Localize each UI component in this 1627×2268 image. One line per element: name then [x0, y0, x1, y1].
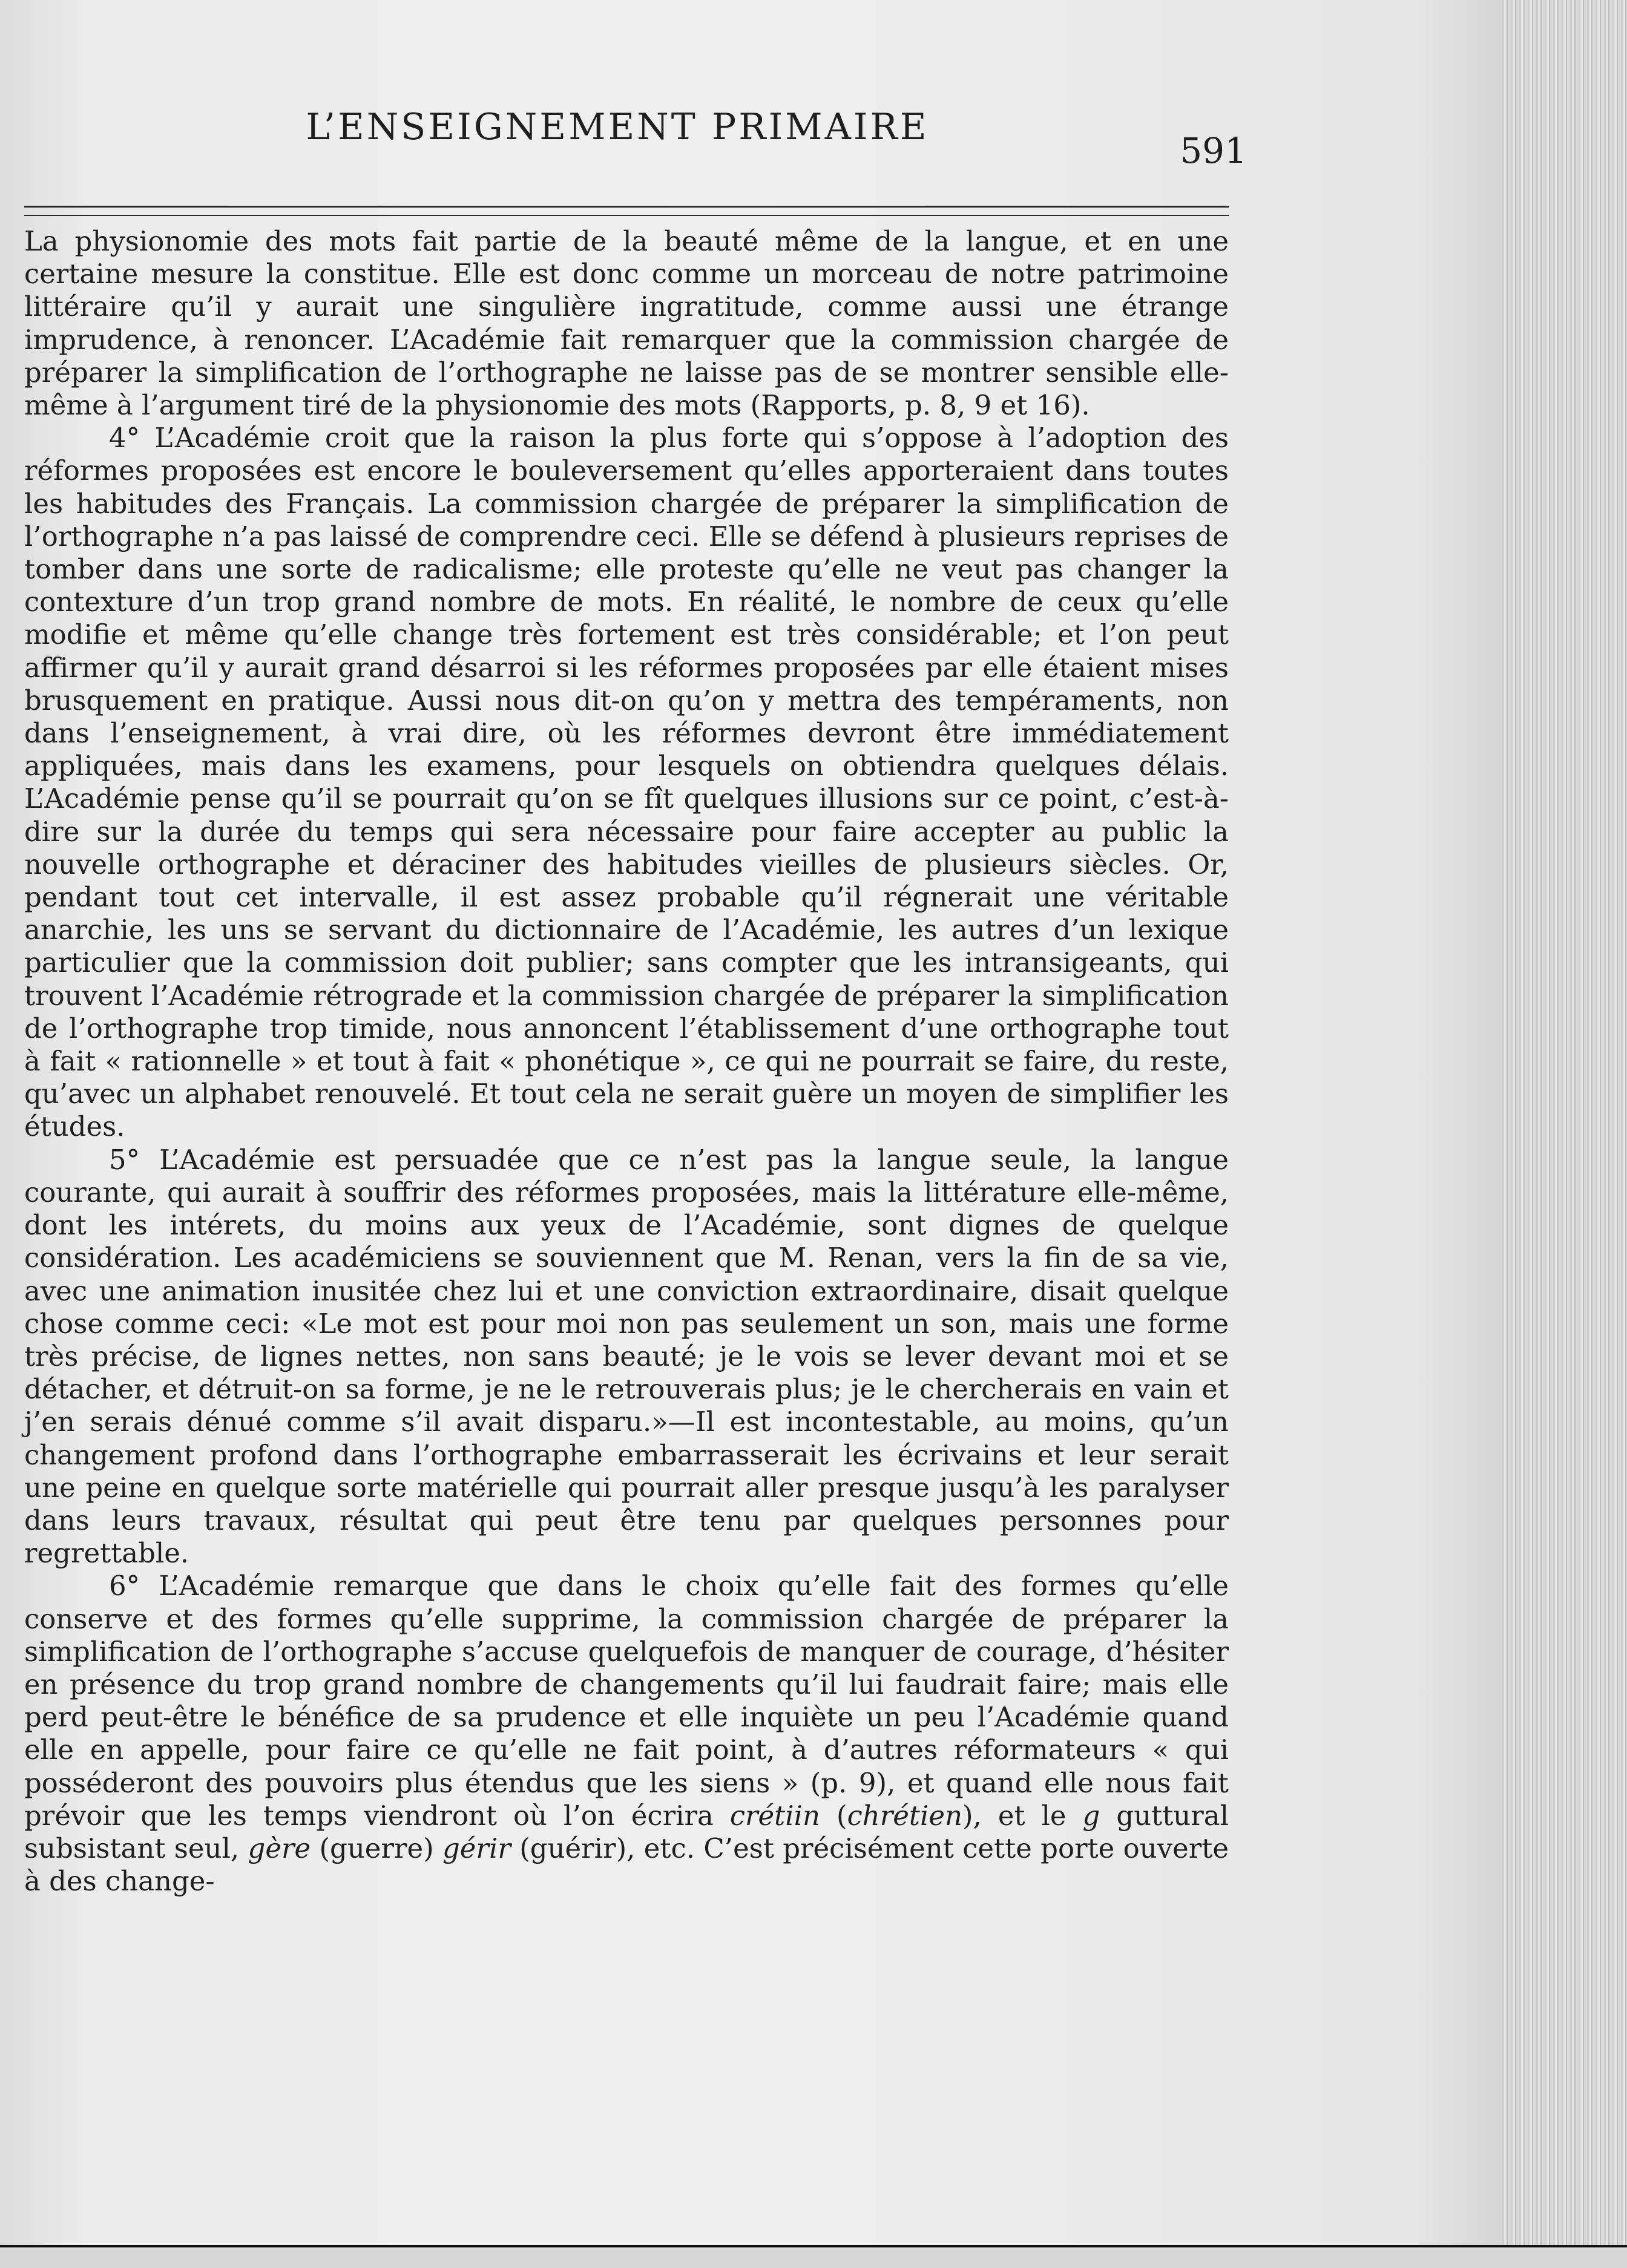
- example-gerir: gérir: [442, 1832, 511, 1864]
- paragraph-4: 4° L’Académie croit que la raison la plus forte qui s’oppose à l’adoption des réformes proposées est encore le bouleversement qu’elles apporteraient dans toutes les habitudes des Français. La commission chargée de préparer la simplification de l’orthographe n’a pas laissé de comprendre ceci. Elle se défend à plusieurs reprises de tomber dans une sorte de radicalisme; elle proteste qu’elle ne veut pas changer la contexture d’un trop grand nombre de mots. En réalité, le nombre de ceux qu’elle modifie et même qu’elle change très fortement est très considérable; et l’on peut affirmer qu’il y aurait grand désarroi si les réformes proposées par elle étaient mises brusquement en pratique. Aussi nous dit-on qu’on y mettra des tempéraments, non dans l’enseignement, à vrai dire, où les réformes devront être immédiatement appliquées, mais dans les examens, pour lesquels on obtiendra quelques délais. L’Académie pense qu’il se pourrait qu’on se fît quelques illusions sur ce point, c’est-à-dire sur la durée du temps qui sera nécessaire pour faire accepter au public la nouvelle orthographe et déraciner des habitudes vieilles de plusieurs siècles. Or, pendant tout cet intervalle, il est assez probable qu’il régnerait une véritable anarchie, les uns se servant du dictionnaire de l’Académie, les autres d’un lexique particulier que la commission doit publier; sans compter que les intransigeants, qui trouvent l’Académie rétrograde et la commission chargée de préparer la simplification de l’orthographe trop timide, nous annoncent l’établissement d’une orthographe tout à fait « rationnelle » et tout à fait « phonétique », ce qui ne pourrait se faire, du reste, qu’avec un alphabet renouvelé. Et tout cela ne serait guère un moyen de simplifier les études.: [24, 422, 1229, 1143]
- page-number: 591: [1180, 130, 1247, 171]
- example-cretiin: crétiin: [729, 1799, 821, 1832]
- paragraph-6-text: guttural subsistant seul,: [24, 1799, 1229, 1864]
- paragraph-6-text: (guerre): [311, 1832, 442, 1864]
- scan-bottom-edge: [0, 2245, 1627, 2268]
- example-gere: gère: [248, 1832, 311, 1864]
- paragraph-6-text: (guérir), etc. C’est précisément cette porte ouverte à des change-: [24, 1832, 1229, 1898]
- paragraph-physionomie: La physionomie des mots fait partie de la beauté même de la langue, et en une certaine mesure la constitue. Elle est donc comme un morceau de notre patrimoine littéraire qu’il y aurait une singulière ingratitude, comme aussi une étrange imprudence, à renoncer. L’Académie fait remarquer que la commission chargée de préparer la simplification de l’orthographe ne laisse pas de se montrer sensible elle-même à l’argument tiré de la physionomie des mots (Rapports, p. 8, 9 et 16).: [24, 225, 1229, 422]
- example-g: g: [1082, 1799, 1100, 1832]
- running-title: L’ENSEIGNEMENT PRIMAIRE: [306, 106, 929, 148]
- paragraph-6-text: ), et le: [962, 1799, 1083, 1832]
- paragraph-6: [24, 1570, 1229, 1898]
- header-double-rule: [24, 206, 1229, 216]
- body-text: [24, 225, 1229, 1898]
- paragraph-5: 5° L’Académie est persuadée que ce n’est pas la langue seule, la langue courante, qui aurait à souffrir des réformes proposées, mais la littérature elle-même, dont les intérets, du moins aux yeux de l’Académie, sont dignes de quelque considération. Les académiciens se souviennent que M. Renan, vers la fin de sa vie, avec une animation inusitée chez lui et une conviction extraordinaire, disait quelque chose comme ceci: «Le mot est pour moi non pas seulement un son, mais une forme très précise, de lignes nettes, non sans beauté; je le vois se lever devant moi et se détacher, et détruit-on sa forme, je ne le retrouverais plus; je le chercherais en vain et j’en serais dénué comme s’il avait disparu.»—Il est incontestable, au moins, qu’un changement profond dans l’orthographe embarrasserait les écrivains et leur serait une peine en quelque sorte matérielle qui pourrait aller presque jusqu’à les paralyser dans leurs travaux, résultat qui peut être tenu par quelques personnes pour regrettable.: [24, 1143, 1229, 1570]
- paragraph-6-text: (: [820, 1799, 847, 1832]
- paragraph-6-text: 6° L’Académie remarque que dans le choix qu’elle fait des formes qu’elle conserve et des formes qu’elle supprime, la commission chargée de préparer la simplification de l’orthographe s’accuse quelquefois de manquer de courage, d’hésiter en présence du trop grand nombre de changements qu’il lui faudrait faire; mais elle perd peut-être le bénéfice de sa prudence et elle inquiète un peu l’Académie quand elle en appelle, pour faire ce qu’elle ne fait point, à d’autres réformateurs « qui posséderont des pouvoirs plus étendus que les siens » (p. 9), et quand elle nous fait prévoir que les temps viendront où l’on écrira: [24, 1570, 1229, 1832]
- example-chretien: chrétien: [847, 1799, 962, 1832]
